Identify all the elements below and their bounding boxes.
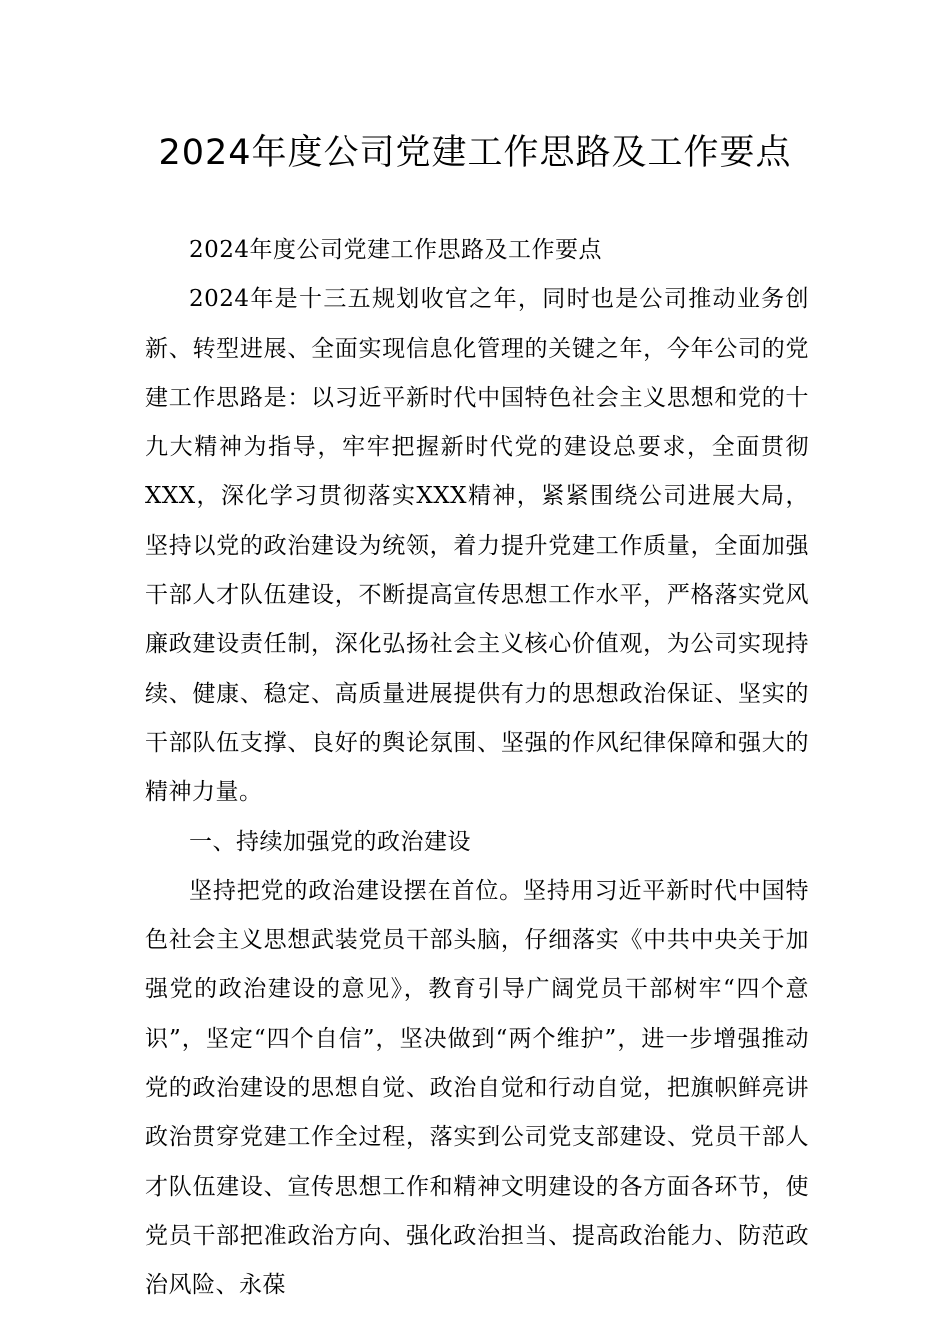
- section-heading: 一、持续加强党的政治建设: [189, 828, 471, 855]
- subtitle-paragraph: 2024年度公司党建工作思路及工作要点: [189, 237, 603, 263]
- section-paragraph: 坚持把党的政治建设摆在首位。坚持用习近平新时代中国特色社会主义思想武装党员干部头脑，仔细落实《中共中央关于加强党的政治建设的意见》，教育引导广阔党员干部树牢“四个意识”，坚定“四个自信”，坚决做到“两个维护”，进一步增强推动党的政治建设的思想自觉、政治自觉和行动自觉，把旗帜鲜亮讲政治贯穿党建工作全过程，落实到公司党支部建设、党员干部人才队伍建设、宣传思想工作和精神文明建设的各方面各环节，使党员干部把准政治方向、强化政治担当、提高政治能力、防范政治风险、永葆: [145, 877, 809, 1299]
- document-body: [145, 226, 809, 1311]
- document-title: 2024年度公司党建工作思路及工作要点: [158, 133, 792, 173]
- intro-paragraph: 2024年是十三五规划收官之年，同时也是公司推动业务创新、转型进展、全面实现信息化管理的关键之年，今年公司的党建工作思路是：以习近平新时代中国特色社会主义思想和党的十九大精神为指导，牢牢把握新时代党的建设总要求，全面贯彻XXX，深化学习贯彻落实XXX精神，紧紧围绕公司进展大局，坚持以党的政治建设为统领，着力提升党建工作质量，全面加强干部人才队伍建设，不断提高宣传思想工作水平，严格落实党风廉政建设责任制，深化弘扬社会主义核心价值观，为公司实现持续、健康、稳定、高质量进展提供有力的思想政治保证、坚实的干部队伍支撑、良好的舆论氛围、坚强的作风纪律保障和强大的精神力量。: [145, 286, 809, 806]
